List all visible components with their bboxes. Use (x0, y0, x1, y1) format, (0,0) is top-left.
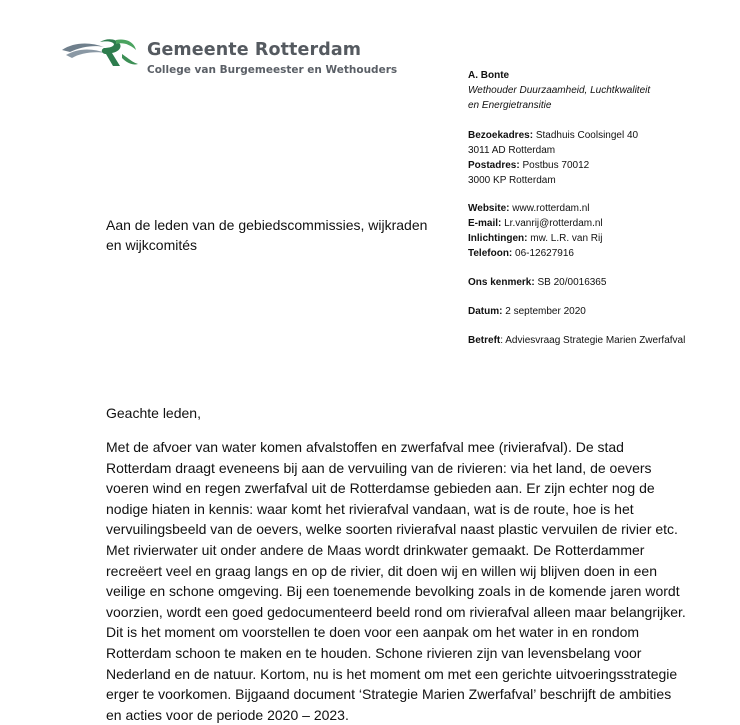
sender-name: A. Bonte (468, 70, 510, 81)
phone-value: 06-12627916 (515, 248, 574, 259)
visit-city: 3011 AD Rotterdam (468, 145, 556, 156)
sender-role-line1: Wethouder Duurzaamheid, Luchtkwaliteit (468, 85, 651, 96)
reference-line (468, 275, 606, 290)
email-link[interactable]: Lr.vanrij@rotterdam.nl (504, 218, 603, 229)
recipient: Aan de leden van de gebiedscommissies, wijkraden en wijkcomités (106, 217, 428, 253)
post-label: Postadres: (468, 160, 520, 171)
rotterdam-logo-icon (60, 36, 140, 70)
contact-block (468, 201, 603, 261)
address-block (468, 128, 638, 188)
letter-body: Met de afvoer van water komen afvalstoffen en zwerfafval mee (rivierafval). De stad Rotterdam draagt eveneens bij aan de vervuiling van de rivieren: via het land, de oevers voeren wind en regen zwerfafval uit de Rotterdamse gebieden aan. Er zijn echter nog de nodige hiaten in kennis: waar komt het rivierafval vandaan, wat is de route, hoe is het vervuilingsbeeld van de oevers, welke soorten rivierafval naast plastic vervuilen de rivier etc. Met rivierwater uit onder andere de Maas wordt drinkwater gemaakt. De Rotterdammer recreëert veel en graag langs en op de rivier, dit doen wij en willen wij blijven doen in een veilige en schone omgeving. Bij een toenemende bevolking zoals in de komende jaren wordt voorzien, wordt een goed gedocumenteerd beeld rond om rivierafval alleen maar belangrijker. Dit is het moment om voorstellen te doen voor een aanpak om het water in en rondom Rotterdam schoon te maken en te houden. Schone rivieren zijn van levensbelang voor Nederland en de natuur. Kortom, nu is het moment om met een gerichte uitvoeringsstrategie erger te voorkomen. Bijgaand document ‘Strategie Marien Zwerfafval’ beschrijft de ambities en acties voor de periode 2020 – 2023. (106, 439, 686, 723)
sender-role-line2: en Energietransitie (468, 100, 552, 111)
salutation: Geachte leden, (106, 405, 201, 421)
org-name: Gemeente Rotterdam (147, 40, 362, 60)
website-label: Website: (468, 203, 510, 214)
info-value: mw. L.R. van Rij (530, 233, 603, 244)
subject-line (468, 333, 685, 348)
date-label: Datum: (468, 306, 503, 317)
reference-label: Ons kenmerk: (468, 277, 535, 288)
info-label: Inlichtingen: (468, 233, 528, 244)
post-value: Postbus 70012 (522, 160, 590, 171)
org-subtitle: College van Burgemeester en Wethouders (147, 64, 398, 76)
website-link[interactable]: www.rotterdam.nl (512, 203, 590, 214)
subject-label: Betreft (468, 335, 501, 346)
visit-label: Bezoekadres: (468, 130, 534, 141)
reference-value: SB 20/0016365 (537, 277, 607, 288)
post-city: 3000 KP Rotterdam (468, 175, 556, 186)
date-line (468, 304, 586, 319)
phone-label: Telefoon: (468, 248, 513, 259)
visit-value: Stadhuis Coolsingel 40 (535, 130, 639, 141)
subject-value: : Adviesvraag Strategie Marien Zwerfafval (500, 335, 686, 346)
sender-block (468, 68, 650, 113)
date-value: 2 september 2020 (505, 306, 586, 317)
email-label: E-mail: (468, 218, 502, 229)
